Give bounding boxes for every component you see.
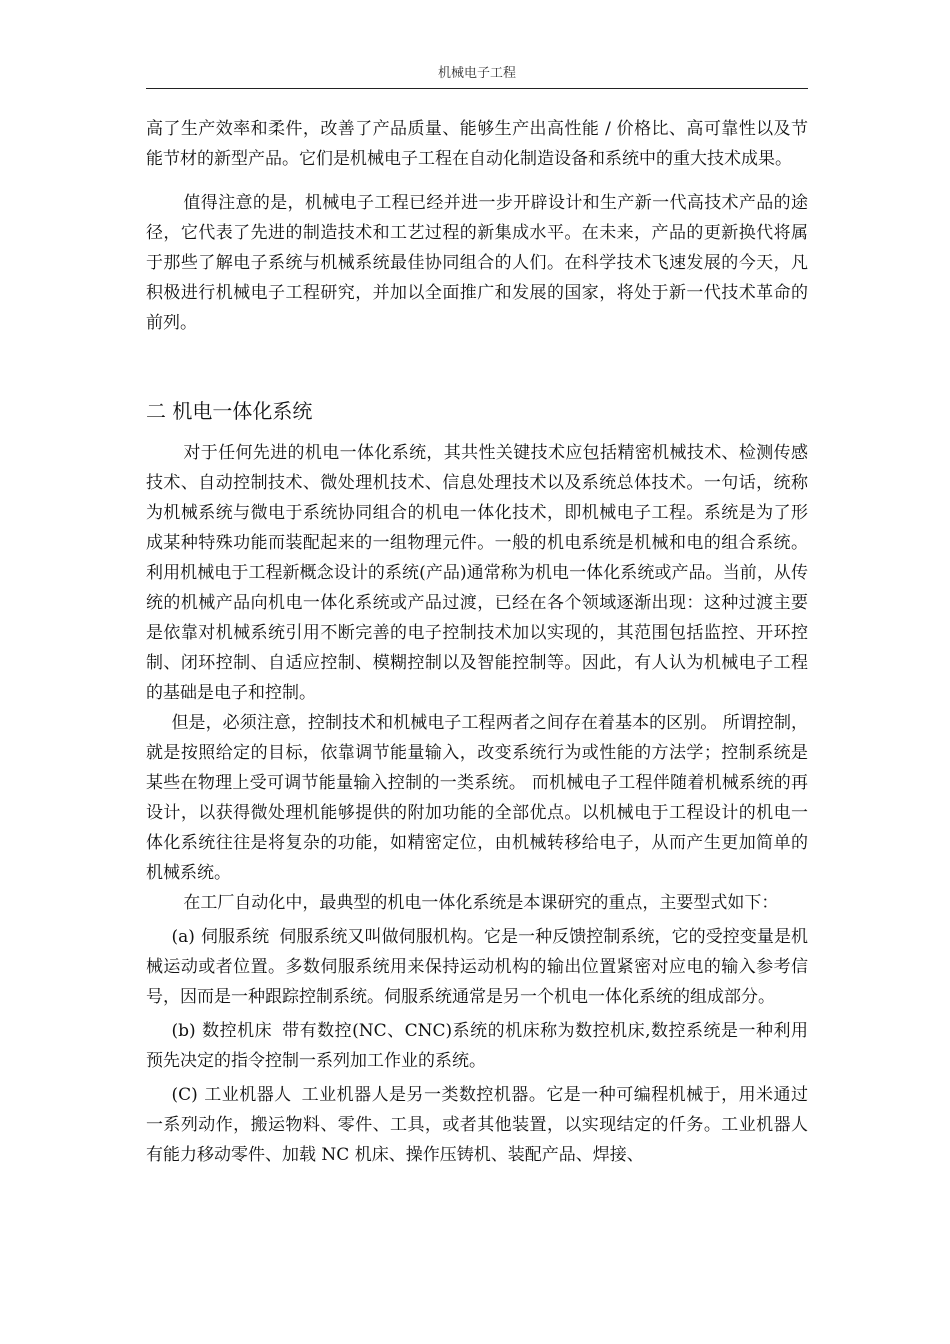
paragraph-top-1: 高了生产效率和柔件，改善了产品质量、能够生产出高性能 / 价格比、高可靠性以及节能节材的新型产品。它们是机械电子工程在自动化制造设备和系统中的重大技术成果。 <box>146 119 808 169</box>
item-term: 数控机床 <box>201 1021 273 1041</box>
item-term: 伺服系统 <box>200 927 270 947</box>
document-body <box>146 114 808 1170</box>
section-title: 二 机电一体化系统 <box>146 399 313 423</box>
item-text: 伺服系统又叫做伺服机构。它是一种反馈控制系统，它的受控变量是机械运动或者位置。多数伺服系统用来保持运动机构的输出位置紧密对应电的输入参考信号，因而是一种跟踪控制系统。伺服系统通常是另一个机电一体化系统的组成部分。 <box>146 927 809 1007</box>
item-label: (b) <box>171 1021 196 1041</box>
item-text: 带有数控(NC、CNC)系统的机床称为数控机床,数控系统是一种利用预先决定的指令控制一系列加工作业的系统。 <box>146 1021 808 1071</box>
paragraph-top-2: 值得注意的是，机械电子工程已经并进一步开辟设计和生产新一代高技术产品的途径，它代表了先进的制造技术和工艺过程的新集成水平。在未来，产品的更新换代将属于那些了解电子系统与机械系统最佳协同组合的人们。在科学技术飞速发展的今天，凡积极进行机械电子工程研究，并加以全面推广和发展的国家，将处于新一代技术革命的前列。 <box>146 193 808 333</box>
section-paragraph-3: 在工厂自动化中，最典型的机电一体化系统是本课研究的重点，主要型式如下： <box>183 893 779 913</box>
item-text: 工业机器人是另一类数控机器。它是一种可编程机械于，用米通过一系列动作，搬运物料、零件、工具，或者其他装置，以实现结定的仟务。工业机器人有能力移动零件、加载 NC 机床、操作压铸机、装配产品、焊接、 <box>146 1085 809 1165</box>
section-paragraph-1: 对于任何先进的机电一体化系统，其共性关键技术应包括精密机械技术、检测传感技术、自动控制技术、微处理机技术、信息处理技术以及系统总体技术。一句话，统称为机械系统与微电于系统协同组合的机电一体化技术，即机械电子工程。系统是为了形成某种特殊功能而装配起来的一组物理元件。一般的机电系统是机械和电的组合系统。利用机械电于工程新概念设计的系统(产品)通常称为机电一体化系统或产品。当前，从传统的机械产品向机电一体化系统或产品过渡，已经在各个领域逐渐出现：这种过渡主要是依靠对机械系统引用不断完善的电子控制技术加以实现的，其范围包括监控、开环控制、闭环控制、自适应控制、模糊控制以及智能控制等。因此，有人认为机械电子工程的基础是电子和控制。 <box>146 443 808 703</box>
page-header <box>146 64 808 89</box>
item-label: (a) <box>171 927 195 947</box>
header-title: 机械电子工程 <box>437 66 516 81</box>
item-label: (C) <box>171 1085 198 1105</box>
item-term: 工业机器人 <box>203 1085 292 1105</box>
list-item-cnc <box>146 1016 808 1076</box>
section-paragraph-2: 但是，必须注意，控制技术和机械电子工程两者之间存在着基本的区别。 所谓控制，就是按照给定的目标，依靠调节能量输入，改变系统行为或性能的方法学；控制系统是某些在物理上受可调节能量输入控制的一类系统。 而机械电子工程伴随着机械系统的再设计，以获得微处理机能够提供的附加功能的全部优点。以机械电于工程设计的机电一体化系统往往是将复杂的功能，如精密定位，由机械转移给电子，从而产生更加简单的机械系统。 <box>146 713 808 883</box>
list-item-robot <box>146 1080 808 1170</box>
list-item-servo <box>146 922 808 1012</box>
